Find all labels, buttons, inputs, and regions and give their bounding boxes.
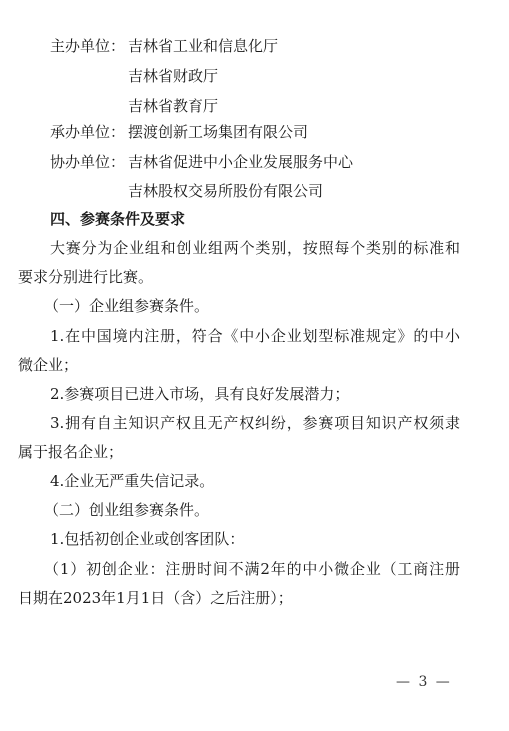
intro-line-1: 大赛分为企业组和创业组两个类别，按照每个类别的标准和 bbox=[50, 239, 460, 257]
startup-subheading: （二）创业组参赛条件。 bbox=[44, 501, 210, 519]
section-heading: 四、参赛条件及要求 bbox=[50, 210, 186, 228]
enterprise-item-1-line-2: 微企业； bbox=[18, 356, 79, 374]
cohost-label: 协办单位： bbox=[50, 153, 126, 171]
host-label: 主办单位： bbox=[50, 37, 126, 55]
page-number: — 3 — bbox=[396, 674, 452, 690]
undertaker-org: 摆渡创新工场集团有限公司 bbox=[128, 123, 309, 141]
undertaker-label: 承办单位： bbox=[50, 123, 126, 141]
startup-item-1: 1.包括初创企业或创客团队： bbox=[50, 530, 245, 548]
enterprise-item-3-line-2: 属于报名企业； bbox=[18, 443, 124, 461]
enterprise-item-2: 2.参赛项目已进入市场，具有良好发展潜力； bbox=[50, 385, 350, 403]
enterprise-item-3-line-1: 3.拥有自主知识产权且无产权纠纷，参赛项目知识产权须隶 bbox=[50, 414, 460, 432]
startup-sub-1-line-1: （1）初创企业：注册时间不满2年的中小微企业（工商注册 bbox=[44, 560, 460, 578]
host-org-1: 吉林省工业和信息化厅 bbox=[128, 37, 279, 55]
enterprise-subheading: （一）企业组参赛条件。 bbox=[44, 297, 210, 315]
enterprise-item-1-line-1: 1.在中国境内注册，符合《中小企业划型标准规定》的中小 bbox=[50, 327, 460, 345]
intro-line-2: 要求分别进行比赛。 bbox=[18, 268, 154, 286]
cohost-org-2: 吉林股权交易所股份有限公司 bbox=[128, 182, 324, 200]
startup-sub-1-line-2: 日期在2023年1月1日（含）之后注册）； bbox=[18, 589, 293, 607]
cohost-org-1: 吉林省促进中小企业发展服务中心 bbox=[128, 153, 354, 171]
host-org-3: 吉林省教育厅 bbox=[128, 97, 219, 115]
host-org-2: 吉林省财政厅 bbox=[128, 67, 219, 85]
enterprise-item-4: 4.企业无严重失信记录。 bbox=[50, 472, 215, 490]
